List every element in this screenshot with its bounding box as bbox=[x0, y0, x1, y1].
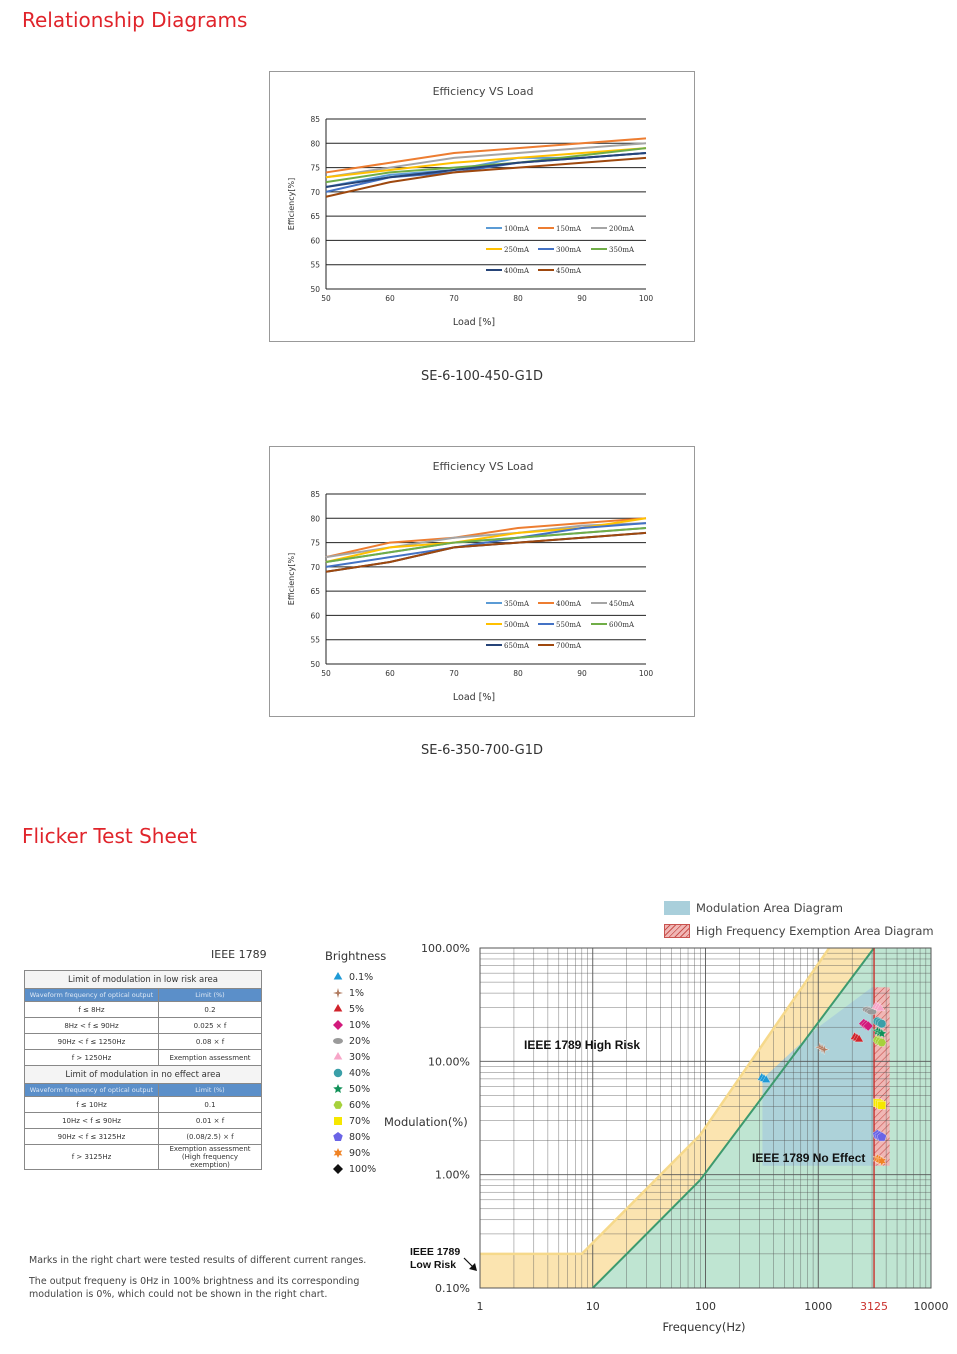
y-tick-label: 55 bbox=[310, 260, 320, 270]
no-effect-title-row bbox=[25, 1066, 262, 1084]
table-cell: 90Hz < f ≤ 1250Hz bbox=[25, 1034, 159, 1050]
x-tick-label: 10 bbox=[585, 1300, 600, 1313]
x-axis-label: Load [%] bbox=[452, 317, 496, 328]
x-tick-label: 1 bbox=[476, 1300, 484, 1313]
y-tick-label: 70 bbox=[310, 562, 320, 572]
table-cell: 8Hz < f ≤ 90Hz bbox=[25, 1018, 159, 1034]
table-cell: 0.2 bbox=[159, 1002, 262, 1018]
table-cell: Exemption assessment bbox=[159, 1050, 262, 1066]
y-tick-label: 70 bbox=[310, 187, 320, 197]
efficiency-chart-1-svg bbox=[270, 72, 696, 343]
y-tick-label: 65 bbox=[310, 212, 320, 222]
brightness-legend bbox=[331, 969, 376, 1177]
legend-label: 350mA bbox=[504, 600, 530, 608]
brightness-label: 1% bbox=[349, 987, 365, 999]
flicker-limit-table bbox=[24, 970, 262, 1170]
triangle-marker-icon bbox=[331, 1051, 345, 1063]
table-cell: Limit (%) bbox=[159, 1084, 262, 1097]
star6-marker-icon bbox=[331, 1147, 345, 1159]
y-tick-label: 50 bbox=[310, 660, 320, 669]
marker-shape bbox=[334, 1004, 343, 1012]
x-tick-label: 90 bbox=[577, 669, 587, 678]
y-tick-label: 60 bbox=[310, 611, 320, 621]
brightness-item bbox=[331, 985, 376, 1001]
marker-shape bbox=[334, 1101, 343, 1109]
marker-shape bbox=[333, 1164, 343, 1174]
y-tick-label: 1.00% bbox=[435, 1168, 470, 1182]
efficiency-chart-1 bbox=[269, 71, 695, 342]
table-cell: 0.01 × f bbox=[159, 1113, 262, 1129]
brightness-item bbox=[331, 1129, 376, 1145]
x-tick-label: 1000 bbox=[804, 1300, 833, 1313]
table-cell: 90Hz < f ≤ 3125Hz bbox=[25, 1129, 159, 1145]
legend-label: 600mA bbox=[609, 621, 635, 629]
brightness-label: 0.1% bbox=[349, 971, 374, 983]
y-tick-label: 80 bbox=[310, 139, 320, 149]
legend-label: 350mA bbox=[609, 246, 635, 254]
ieee-standard-label: IEEE 1789 bbox=[211, 948, 267, 961]
annotation-low-risk-2: Low Risk bbox=[410, 1259, 457, 1271]
legend-label: 700mA bbox=[556, 642, 582, 650]
relationship-diagrams-title: Relationship Diagrams bbox=[22, 8, 248, 32]
legend-label: 450mA bbox=[609, 600, 635, 608]
brightness-legend-title: Brightness bbox=[325, 949, 387, 963]
x-tick-label: 60 bbox=[385, 294, 395, 303]
table-row bbox=[25, 1097, 262, 1113]
y-axis-label: Efficiency[%] bbox=[287, 177, 296, 231]
brightness-item bbox=[331, 1113, 376, 1129]
brightness-label: 70% bbox=[349, 1115, 371, 1127]
marker-shape bbox=[333, 1084, 343, 1093]
table-cell: Limit (%) bbox=[159, 989, 262, 1002]
table-row bbox=[25, 1050, 262, 1066]
annotation-low-risk-1: IEEE 1789 bbox=[410, 1246, 461, 1258]
x-tick-label: 100 bbox=[695, 1300, 716, 1313]
table-cell: f ≤ 8Hz bbox=[25, 1002, 159, 1018]
square-marker-icon bbox=[331, 1115, 345, 1127]
table-row bbox=[25, 1018, 262, 1034]
annotation-high-risk: IEEE 1789 High Risk bbox=[524, 1038, 641, 1052]
legend-label: 650mA bbox=[504, 642, 530, 650]
table-row bbox=[25, 1034, 262, 1050]
brightness-item bbox=[331, 1065, 376, 1081]
marker-shape bbox=[334, 1069, 343, 1078]
diamond-marker-icon bbox=[331, 1163, 345, 1175]
circle-marker-icon bbox=[331, 1067, 345, 1079]
data-point-40% bbox=[878, 1019, 887, 1028]
x-tick-label: 60 bbox=[385, 669, 395, 678]
y-tick-label: 65 bbox=[310, 587, 320, 597]
table-cell: 0.08 × f bbox=[159, 1034, 262, 1050]
y-tick-label: 80 bbox=[310, 514, 320, 524]
legend-label: 450mA bbox=[556, 267, 582, 275]
table-header-row bbox=[25, 989, 262, 1002]
marker-shape bbox=[334, 972, 343, 980]
note-output-frequency: The output frequeny is 0Hz in 100% brightness and its corresponding modulation is 0%, which could not be shown in the right chart. bbox=[29, 1276, 360, 1300]
table-cell: Exemption assessment (High frequency exemption) bbox=[159, 1145, 262, 1170]
y-axis-label: Efficiency[%] bbox=[287, 552, 296, 606]
triangle-marker-icon bbox=[331, 971, 345, 983]
legend-label: 550mA bbox=[556, 621, 582, 629]
x-tick-label: 70 bbox=[449, 294, 459, 303]
legend-label: 400mA bbox=[556, 600, 582, 608]
table-cell: f > 3125Hz bbox=[25, 1145, 159, 1170]
y-tick-label: 85 bbox=[310, 115, 320, 124]
series-line-250mA bbox=[326, 148, 646, 177]
brightness-label: 20% bbox=[349, 1035, 371, 1047]
chart-title: Efficiency VS Load bbox=[432, 85, 534, 98]
marker-shape bbox=[333, 1020, 343, 1030]
legend-modulation-area bbox=[664, 901, 843, 915]
x-axis-label: Load [%] bbox=[452, 692, 496, 703]
star4-marker-icon bbox=[331, 987, 345, 999]
brightness-label: 10% bbox=[349, 1019, 371, 1031]
y-tick-label: 55 bbox=[310, 635, 320, 645]
legend-hf-exemption bbox=[664, 924, 934, 938]
brightness-label: 80% bbox=[349, 1131, 371, 1143]
table-row bbox=[25, 1002, 262, 1018]
ellipse-marker-icon bbox=[331, 1035, 345, 1047]
brightness-item bbox=[331, 969, 376, 985]
x-tick-label: 50 bbox=[321, 669, 331, 678]
y-tick-label: 0.10% bbox=[435, 1282, 470, 1295]
triangle-marker-icon bbox=[331, 1003, 345, 1015]
table-cell: (0.08/2.5) × f bbox=[159, 1129, 262, 1145]
marker-shape bbox=[334, 1052, 343, 1060]
pentagon-marker-icon bbox=[331, 1131, 345, 1143]
model-label-2: SE-6-350-700-G1D bbox=[421, 743, 543, 758]
y-tick-label: 50 bbox=[310, 285, 320, 294]
data-point-70% bbox=[878, 1101, 886, 1109]
table-cell: 0.025 × f bbox=[159, 1018, 262, 1034]
x-tick-label: 10000 bbox=[913, 1300, 949, 1313]
marker-shape bbox=[333, 1038, 343, 1044]
table-cell: 0.1 bbox=[159, 1097, 262, 1113]
table-cell: Limit of modulation in low risk area bbox=[25, 971, 262, 989]
chart-title: Efficiency VS Load bbox=[432, 460, 534, 473]
y-tick-label: 75 bbox=[310, 538, 320, 548]
y-tick-label: 10.00% bbox=[428, 1055, 470, 1069]
x-tick-label: 50 bbox=[321, 294, 331, 303]
y-tick-label: 100.00% bbox=[421, 942, 470, 955]
x-tick-label: 70 bbox=[449, 669, 459, 678]
low-risk-title-row bbox=[25, 971, 262, 989]
y-tick-label: 75 bbox=[310, 163, 320, 173]
flicker-chart bbox=[380, 940, 955, 1340]
model-label-1: SE-6-100-450-G1D bbox=[421, 369, 543, 384]
y-tick-label: 85 bbox=[310, 490, 320, 499]
brightness-item bbox=[331, 1049, 376, 1065]
table-cell: 10Hz < f ≤ 90Hz bbox=[25, 1113, 159, 1129]
flicker-test-sheet-title: Flicker Test Sheet bbox=[22, 824, 197, 848]
brightness-label: 5% bbox=[349, 1003, 365, 1015]
hf-exemption-swatch bbox=[664, 924, 690, 938]
brightness-item bbox=[331, 1001, 376, 1017]
marker-shape bbox=[333, 988, 343, 998]
marker-shape bbox=[334, 1148, 343, 1158]
legend-label: 400mA bbox=[504, 267, 530, 275]
table-row bbox=[25, 1113, 262, 1129]
diamond-marker-icon bbox=[331, 1019, 345, 1031]
table-cell: Waveform frequency of optical output bbox=[25, 989, 159, 1002]
x-tick-label: 100 bbox=[638, 294, 654, 303]
table-cell: f > 1250Hz bbox=[25, 1050, 159, 1066]
x-tick-label: 90 bbox=[577, 294, 587, 303]
legend-modulation-label: Modulation Area Diagram bbox=[696, 901, 843, 915]
table-row bbox=[25, 1145, 262, 1170]
brightness-label: 30% bbox=[349, 1051, 371, 1063]
brightness-label: 90% bbox=[349, 1147, 371, 1159]
modulation-area-swatch bbox=[664, 901, 690, 915]
y-axis-label: Modulation(%) bbox=[384, 1115, 468, 1129]
x-axis-label: Frequency(Hz) bbox=[662, 1320, 746, 1334]
table-cell: Limit of modulation in no effect area bbox=[25, 1066, 262, 1084]
star5-marker-icon bbox=[331, 1083, 345, 1095]
brightness-label: 100% bbox=[349, 1163, 377, 1175]
efficiency-chart-2 bbox=[269, 446, 695, 717]
legend-label: 300mA bbox=[556, 246, 582, 254]
table-row bbox=[25, 1129, 262, 1145]
legend-label: 150mA bbox=[556, 225, 582, 233]
brightness-item bbox=[331, 1097, 376, 1113]
marker-shape bbox=[333, 1132, 343, 1141]
note-marks: Marks in the right chart were tested results of different current ranges. bbox=[29, 1255, 367, 1266]
hexagon-marker-icon bbox=[331, 1099, 345, 1111]
brightness-label: 50% bbox=[349, 1083, 371, 1095]
brightness-label: 60% bbox=[349, 1099, 371, 1111]
annotation-no-effect: IEEE 1789 No Effect bbox=[752, 1151, 866, 1165]
legend-label: 500mA bbox=[504, 621, 530, 629]
table-cell: f ≤ 10Hz bbox=[25, 1097, 159, 1113]
brightness-item bbox=[331, 1017, 376, 1033]
table-header-row bbox=[25, 1084, 262, 1097]
brightness-item bbox=[331, 1081, 376, 1097]
legend-label: 200mA bbox=[609, 225, 635, 233]
marker-shape bbox=[334, 1117, 342, 1125]
x-tick-label: 100 bbox=[638, 669, 654, 678]
x-tick-label: 80 bbox=[513, 669, 523, 678]
plot-area bbox=[480, 948, 931, 1288]
brightness-item bbox=[331, 1033, 376, 1049]
efficiency-chart-2-svg bbox=[270, 447, 696, 718]
brightness-label: 40% bbox=[349, 1067, 371, 1079]
legend-label: 100mA bbox=[504, 225, 530, 233]
legend-label: 250mA bbox=[504, 246, 530, 254]
brightness-item bbox=[331, 1161, 376, 1177]
legend-hf-label: High Frequency Exemption Area Diagram bbox=[696, 924, 934, 938]
table-cell: Waveform frequency of optical output bbox=[25, 1084, 159, 1097]
y-tick-label: 60 bbox=[310, 236, 320, 246]
x-tick-label: 80 bbox=[513, 294, 523, 303]
brightness-item bbox=[331, 1145, 376, 1161]
x-tick-label: 3125 bbox=[860, 1300, 889, 1313]
